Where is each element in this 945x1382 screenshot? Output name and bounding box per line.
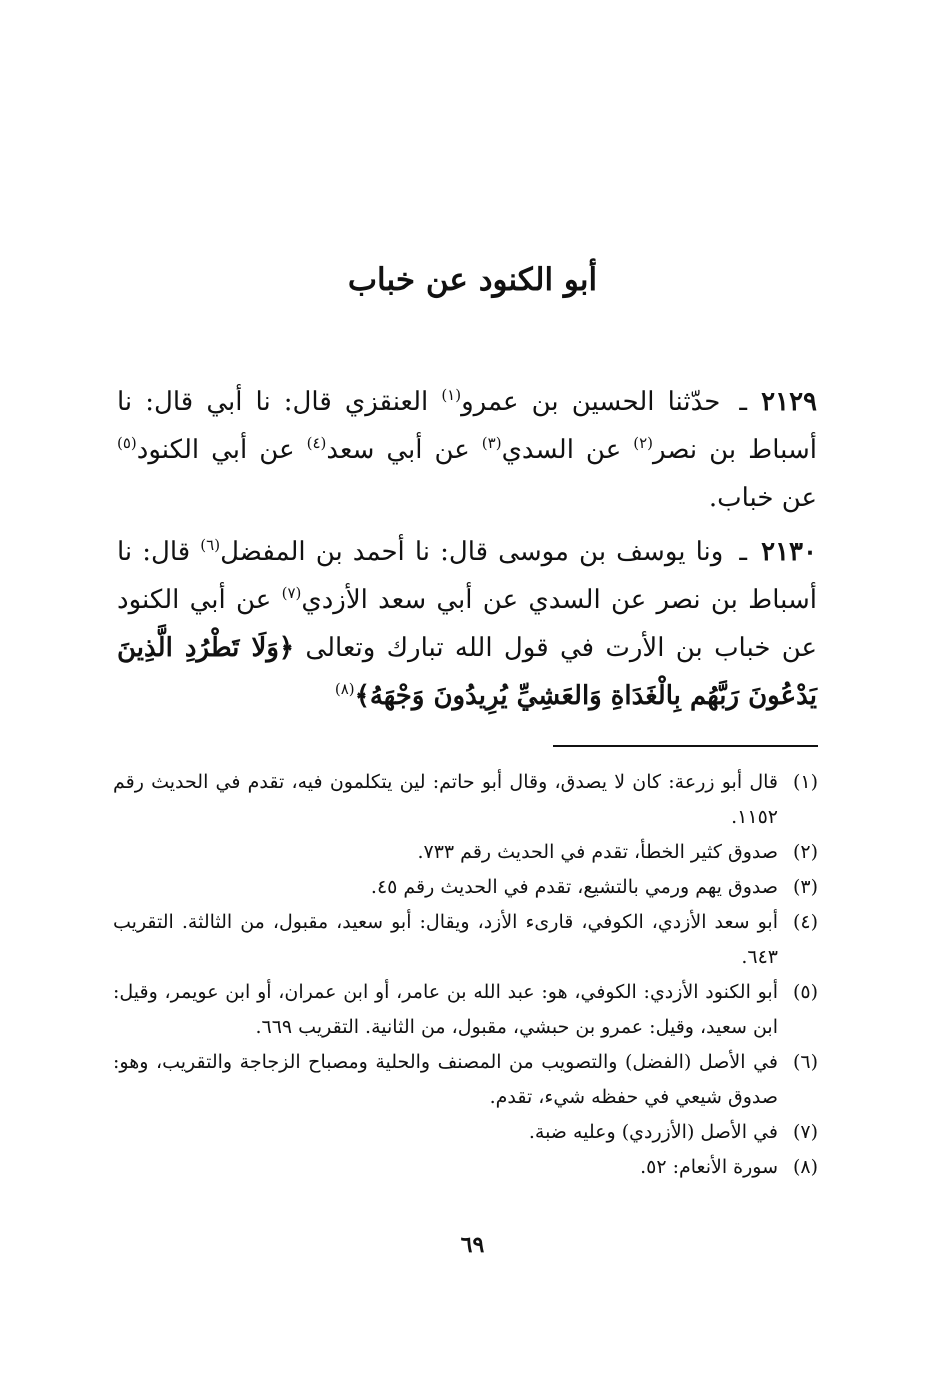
text-segment: ونا يوسف بن موسى قال: نا أحمد بن المفضل — [220, 537, 724, 567]
hadith-number: ٢١٣٠ — [761, 537, 817, 567]
hadith-separator: ـ — [739, 537, 747, 567]
footnote-text: في الأصل (الأزردي) وعليه ضبة. — [528, 1121, 778, 1143]
footnote-ref: (٥) — [117, 434, 137, 452]
page-number: ٦٩ — [460, 1232, 485, 1258]
hadith-2129 — [117, 378, 817, 522]
text-segment: العنقزي قال: نا أبي قال: نا أسباط بن نصر — [117, 387, 817, 465]
footnote-ref: (٧) — [281, 584, 302, 602]
footnotes — [113, 765, 818, 1185]
hadith-list — [117, 378, 817, 726]
footnote-text: أبو سعد الأزدي، الكوفي، قارىء الأزد، ويقال: أبو سعيد، مقبول، من الثالثة. التقريب ٦٤٣. — [113, 911, 778, 968]
footnote-ref: (٢) — [633, 434, 654, 452]
footnote-number: (٧) — [792, 1121, 818, 1143]
footnote-ref: (٨) — [334, 680, 355, 698]
footnote-8 — [113, 1150, 818, 1185]
footnote-number: (٢) — [792, 841, 818, 863]
footnote-number: (٥) — [792, 981, 818, 1003]
footnote-number: (١) — [792, 771, 818, 793]
footnote-text: في الأصل (الفضل) والتصويب من المصنف والحلية ومصباح الزجاجة والتقريب، وهو: صدوق شيعي في حفظه شيء، تقدم. — [113, 1051, 778, 1108]
text-segment: عن أبي الكنود عن خباب بن الأرت في قول الله تبارك وتعالى — [117, 585, 818, 663]
text-segment: قال: نا أسباط بن نصر عن السدي عن أبي سعد الأزدي — [117, 537, 818, 615]
footnote-number: (٨) — [792, 1156, 818, 1178]
footnote-ref: (١) — [441, 386, 462, 404]
hadith-separator: ـ — [739, 387, 748, 417]
quran-verse: ﴿وَلَا تَطْرُدِ الَّذِينَ يَدْعُونَ رَبَّهُم بِالْغَدَاةِ وَالعَشِيِّ يُرِيدُونَ وَجْهَهُ﴾ — [117, 633, 817, 711]
footnote-3 — [113, 870, 818, 905]
hadith-2130 — [117, 528, 817, 720]
footnote-text: أبو الكنود الأزدي: الكوفي، هو: عبد الله بن عامر، أو ابن عمران، أو ابن عويمر، وقيل: ابن سعيد، وقيل: عمرو بن حبشي، مقبول، من الثانية. التقريب ٦٦٩. — [113, 981, 778, 1038]
footnote-7 — [113, 1115, 818, 1150]
text-segment: عن خباب. — [708, 483, 817, 513]
footnote-6 — [113, 1045, 818, 1115]
text-segment: عن أبي سعد — [326, 435, 482, 465]
footnote-ref: (٤) — [306, 434, 327, 452]
footnote-ref: (٦) — [200, 536, 221, 554]
text-segment: عن أبي الكنود — [136, 435, 307, 465]
footnote-text: صدوق كثير الخطأ، تقدم في الحديث رقم ٧٣٣. — [417, 841, 778, 863]
footnote-divider — [553, 745, 818, 747]
hadith-text — [117, 387, 817, 513]
footnote-5 — [113, 975, 818, 1045]
footnote-number: (٤) — [792, 911, 818, 933]
hadith-text — [117, 537, 817, 711]
text-segment: عن السدي — [501, 435, 634, 465]
footnote-ref: (٣) — [481, 434, 502, 452]
footnote-text: صدوق يهم ورمي بالتشيع، تقدم في الحديث رقم ٤٥. — [370, 876, 778, 898]
chapter-title: أبو الكنود عن خباب — [347, 262, 598, 298]
footnote-2 — [113, 835, 818, 870]
footnote-1 — [113, 765, 818, 835]
footnote-number: (٦) — [792, 1051, 818, 1073]
hadith-number: ٢١٢٩ — [761, 387, 818, 417]
footnote-text: قال أبو زرعة: كان لا يصدق، وقال أبو حاتم: لين يتكلمون فيه، تقدم في الحديث رقم ١١٥٢. — [113, 771, 778, 828]
footnote-text: سورة الأنعام: ٥٢. — [640, 1156, 778, 1178]
footnote-4 — [113, 905, 818, 975]
text-segment: حدّثنا الحسين بن عمرو — [461, 387, 721, 417]
footnote-number: (٣) — [792, 876, 818, 898]
